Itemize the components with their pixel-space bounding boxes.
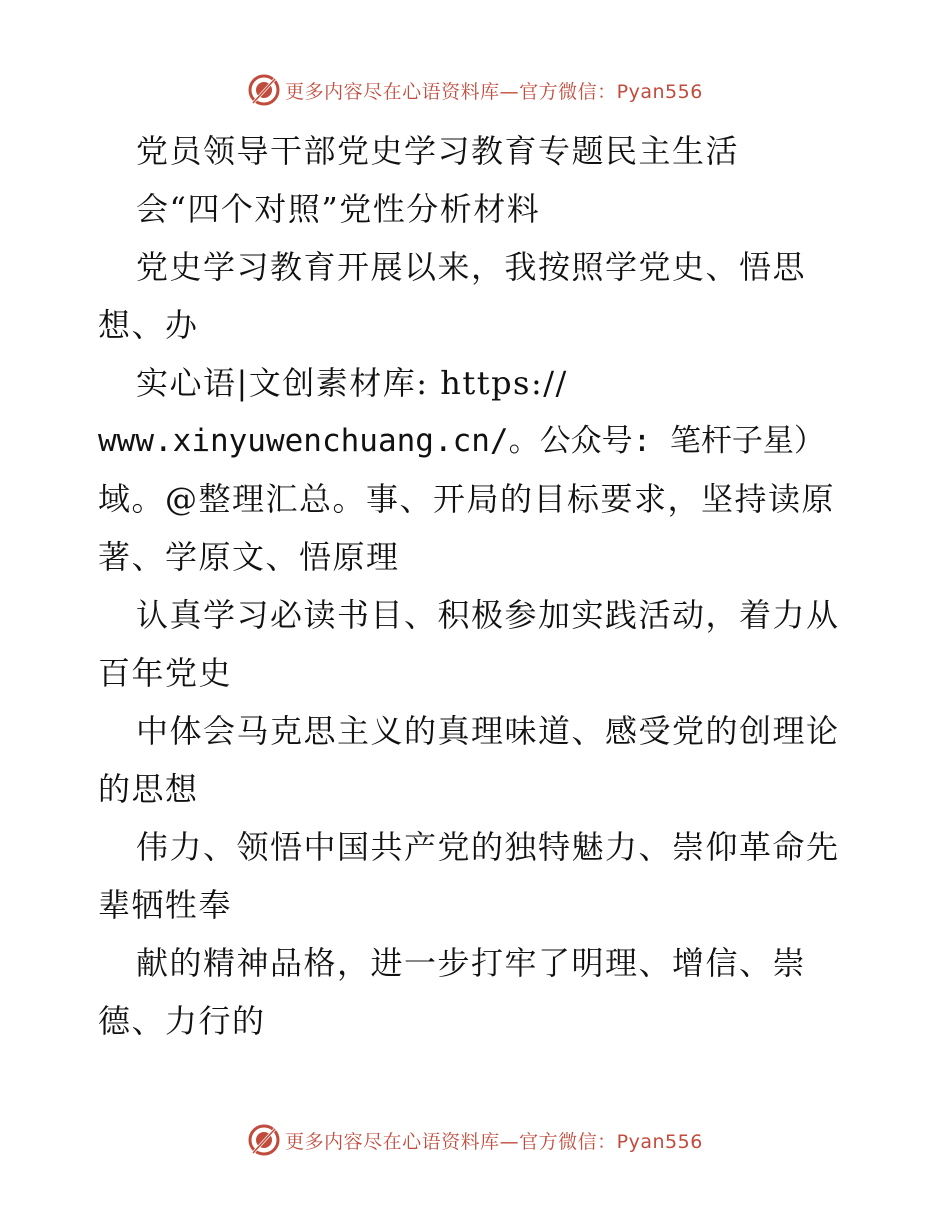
paragraph-line: 中体会马克思主义的真理味道、感受党的创理论: [136, 712, 840, 750]
paragraph-line: 伟力、领悟中国共产党的独特魅力、崇仰革命先: [136, 828, 840, 866]
quill-seal-icon: [247, 1123, 281, 1157]
paragraph-line: 献的精神品格，进一步打牢了明理、增信、崇: [136, 944, 807, 982]
paragraph-line: 认真学习必读书目、积极参加实践活动，着力从: [136, 596, 840, 634]
paragraph-line-url: www.xinyuwenchuang.cn/。公众号: 笔杆子星）: [98, 423, 825, 459]
header-watermark-banner: [0, 70, 950, 110]
paragraph-line: 辈牺牲奉: [98, 886, 233, 924]
title-line-1: 党员领导干部党史学习教育专题民主生活: [136, 132, 740, 170]
paragraph-line: 的思想: [98, 770, 199, 808]
footer-watermark-banner: [0, 1120, 950, 1160]
paragraph-line: 百年党史: [98, 654, 233, 692]
paragraph-line: 实心语|文创素材库: https://: [136, 364, 568, 402]
footer-watermark-text: 更多内容尽在心语资料库—官方微信：Pyan556: [285, 1130, 703, 1153]
paragraph-line: 党史学习教育开展以来，我按照学党史、悟思: [136, 248, 807, 286]
paragraph-line: 德、力行的: [98, 1002, 266, 1040]
quill-seal-icon: [247, 73, 281, 107]
title-line-2: 会“四个对照”党性分析材料: [136, 190, 541, 228]
paragraph-line: 想、办: [98, 306, 199, 344]
paragraph-line: 著、学原文、悟原理: [98, 538, 400, 576]
paragraph-line: 域。@整理汇总。事、开局的目标要求，坚持读原: [98, 480, 836, 518]
header-watermark-text: 更多内容尽在心语资料库—官方微信：Pyan556: [285, 80, 703, 103]
document-body: [98, 122, 868, 1050]
